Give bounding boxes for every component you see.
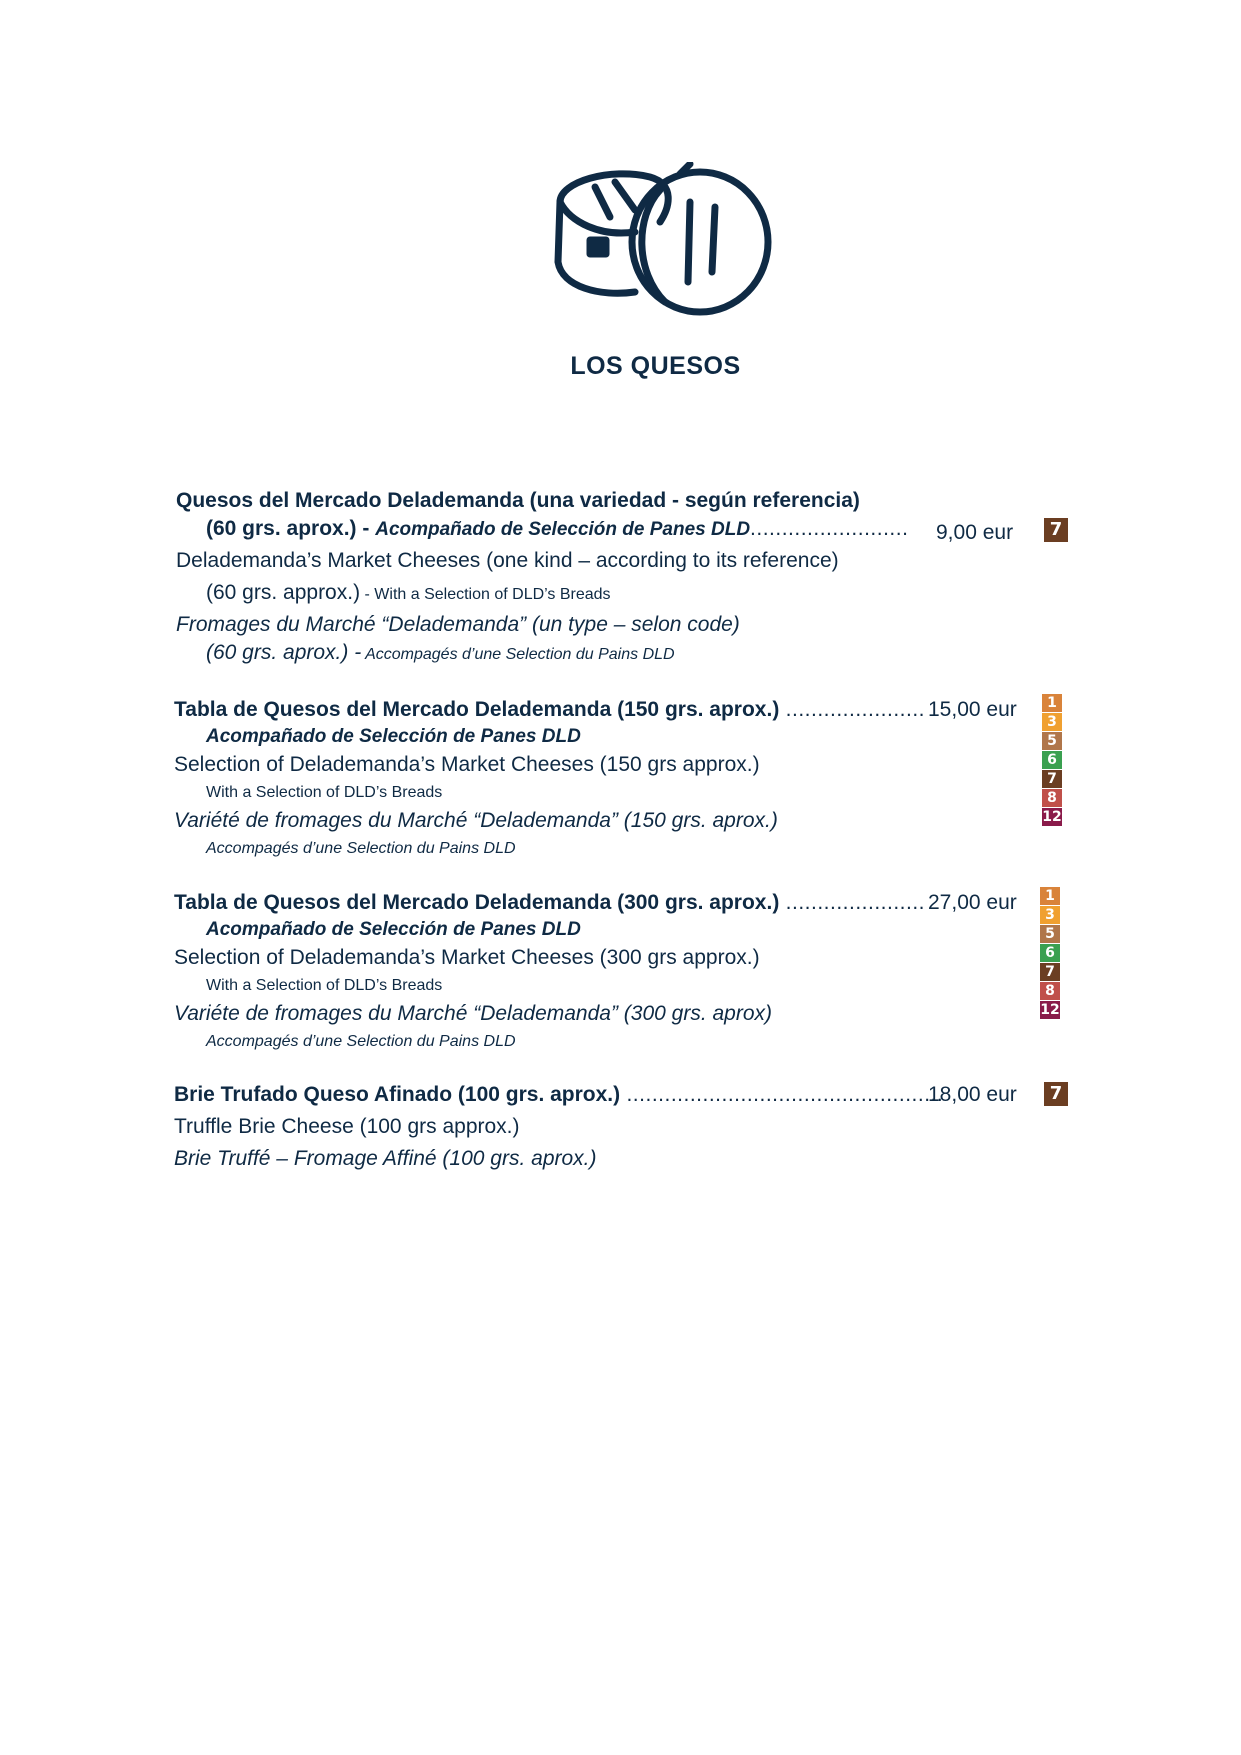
- item-french-bread: Accompagés d’une Selection du Pains DLD: [206, 1033, 516, 1050]
- item-price: 15,00 eur: [928, 698, 1017, 721]
- item-french-title: Variété de fromages du Marché “Delademanda” (150 grs. aprox.): [174, 809, 778, 832]
- allergen-badge: 1: [1040, 887, 1060, 905]
- allergen-badge: 6: [1040, 944, 1060, 962]
- item-french-title: Brie Truffé – Fromage Affiné (100 grs. aprox.): [174, 1147, 597, 1170]
- item-english-weight: (60 grs. approx.): [206, 581, 361, 604]
- item-english-bread: With a Selection of DLD’s Breads: [206, 784, 443, 801]
- item-french-weight: (60 grs. aprox.) -: [206, 641, 362, 664]
- item-spanish-bread: Acompañado de Selección de Panes DLD: [206, 919, 581, 940]
- allergen-list: [1044, 1082, 1066, 1107]
- cheese-wheels-icon: [540, 162, 780, 322]
- allergen-badge: 5: [1040, 925, 1060, 943]
- item-spanish-subtitle: [206, 516, 908, 543]
- item-price: 18,00 eur: [928, 1083, 1017, 1106]
- allergen-badge: 12: [1042, 809, 1062, 825]
- item-spanish-title-row: [174, 890, 925, 916]
- item-spanish-title-row: [174, 697, 925, 723]
- allergen-badge: 1: [1042, 694, 1062, 712]
- allergen-badge: 6: [1042, 751, 1062, 769]
- allergen-list: [1040, 887, 1062, 1020]
- allergen-list: [1044, 518, 1066, 543]
- item-french-bread: Accompagés d’une Selection du Pains DLD: [361, 646, 675, 663]
- item-price: 27,00 eur: [928, 891, 1017, 914]
- item-french-subtitle: [206, 640, 675, 668]
- item-price: 9,00 eur: [936, 521, 1014, 544]
- item-spanish-title: Quesos del Mercado Delademanda (una variedad - según referencia): [176, 489, 860, 512]
- item-french-title: Fromages du Marché “Delademanda” (un type – selon code): [176, 613, 740, 636]
- item-spanish-weight: (60 grs. aprox.) -: [206, 517, 376, 540]
- leader-dots: ......................: [779, 891, 926, 914]
- item-spanish-bread: Acompañado de Selección de Panes DLD: [206, 726, 581, 747]
- leader-dots: ..................................................: [620, 1083, 944, 1106]
- item-english-bread: - With a Selection of DLD’s Breads: [360, 586, 611, 603]
- allergen-badge: 7: [1040, 963, 1060, 981]
- item-spanish-title-row: [174, 1082, 943, 1108]
- allergen-badge: 8: [1040, 982, 1060, 1000]
- allergen-badge: 5: [1042, 732, 1062, 750]
- leader-dots: ......................: [779, 698, 926, 721]
- allergen-badge: 3: [1042, 713, 1062, 731]
- item-spanish-bread: Acompañado de Selección de Panes DLD: [375, 519, 751, 540]
- item-english-title: Truffle Brie Cheese (100 grs approx.): [174, 1115, 520, 1138]
- item-english-title: Selection of Delademanda’s Market Cheeses (300 grs approx.): [174, 946, 760, 969]
- allergen-badge: 3: [1040, 906, 1060, 924]
- allergen-badge: 7: [1044, 518, 1068, 542]
- item-english-subtitle: [206, 580, 611, 608]
- allergen-badge: 12: [1040, 1002, 1060, 1018]
- item-spanish-title: Brie Trufado Queso Afinado (100 grs. aprox.): [174, 1083, 621, 1106]
- allergen-badge: 7: [1044, 1082, 1068, 1106]
- allergen-badge: 8: [1042, 789, 1062, 807]
- item-english-title: Delademanda’s Market Cheeses (one kind – according to its reference): [176, 549, 839, 572]
- page-title: LOS QUESOS: [570, 352, 741, 380]
- item-french-title: Variéte de fromages du Marché “Delademanda” (300 grs. aprox): [174, 1002, 773, 1025]
- item-spanish-title: Tabla de Quesos del Mercado Delademanda (300 grs. aprox.): [174, 891, 780, 914]
- item-english-title: Selection of Delademanda’s Market Cheeses (150 grs approx.): [174, 753, 760, 776]
- allergen-list: [1042, 694, 1064, 827]
- item-english-bread: With a Selection of DLD’s Breads: [206, 977, 443, 994]
- allergen-badge: 7: [1042, 770, 1062, 788]
- item-spanish-title: Tabla de Quesos del Mercado Delademanda (150 grs. aprox.): [174, 698, 780, 721]
- item-french-bread: Accompagés d’une Selection du Pains DLD: [206, 840, 516, 857]
- leader-dots: .........................: [750, 517, 909, 540]
